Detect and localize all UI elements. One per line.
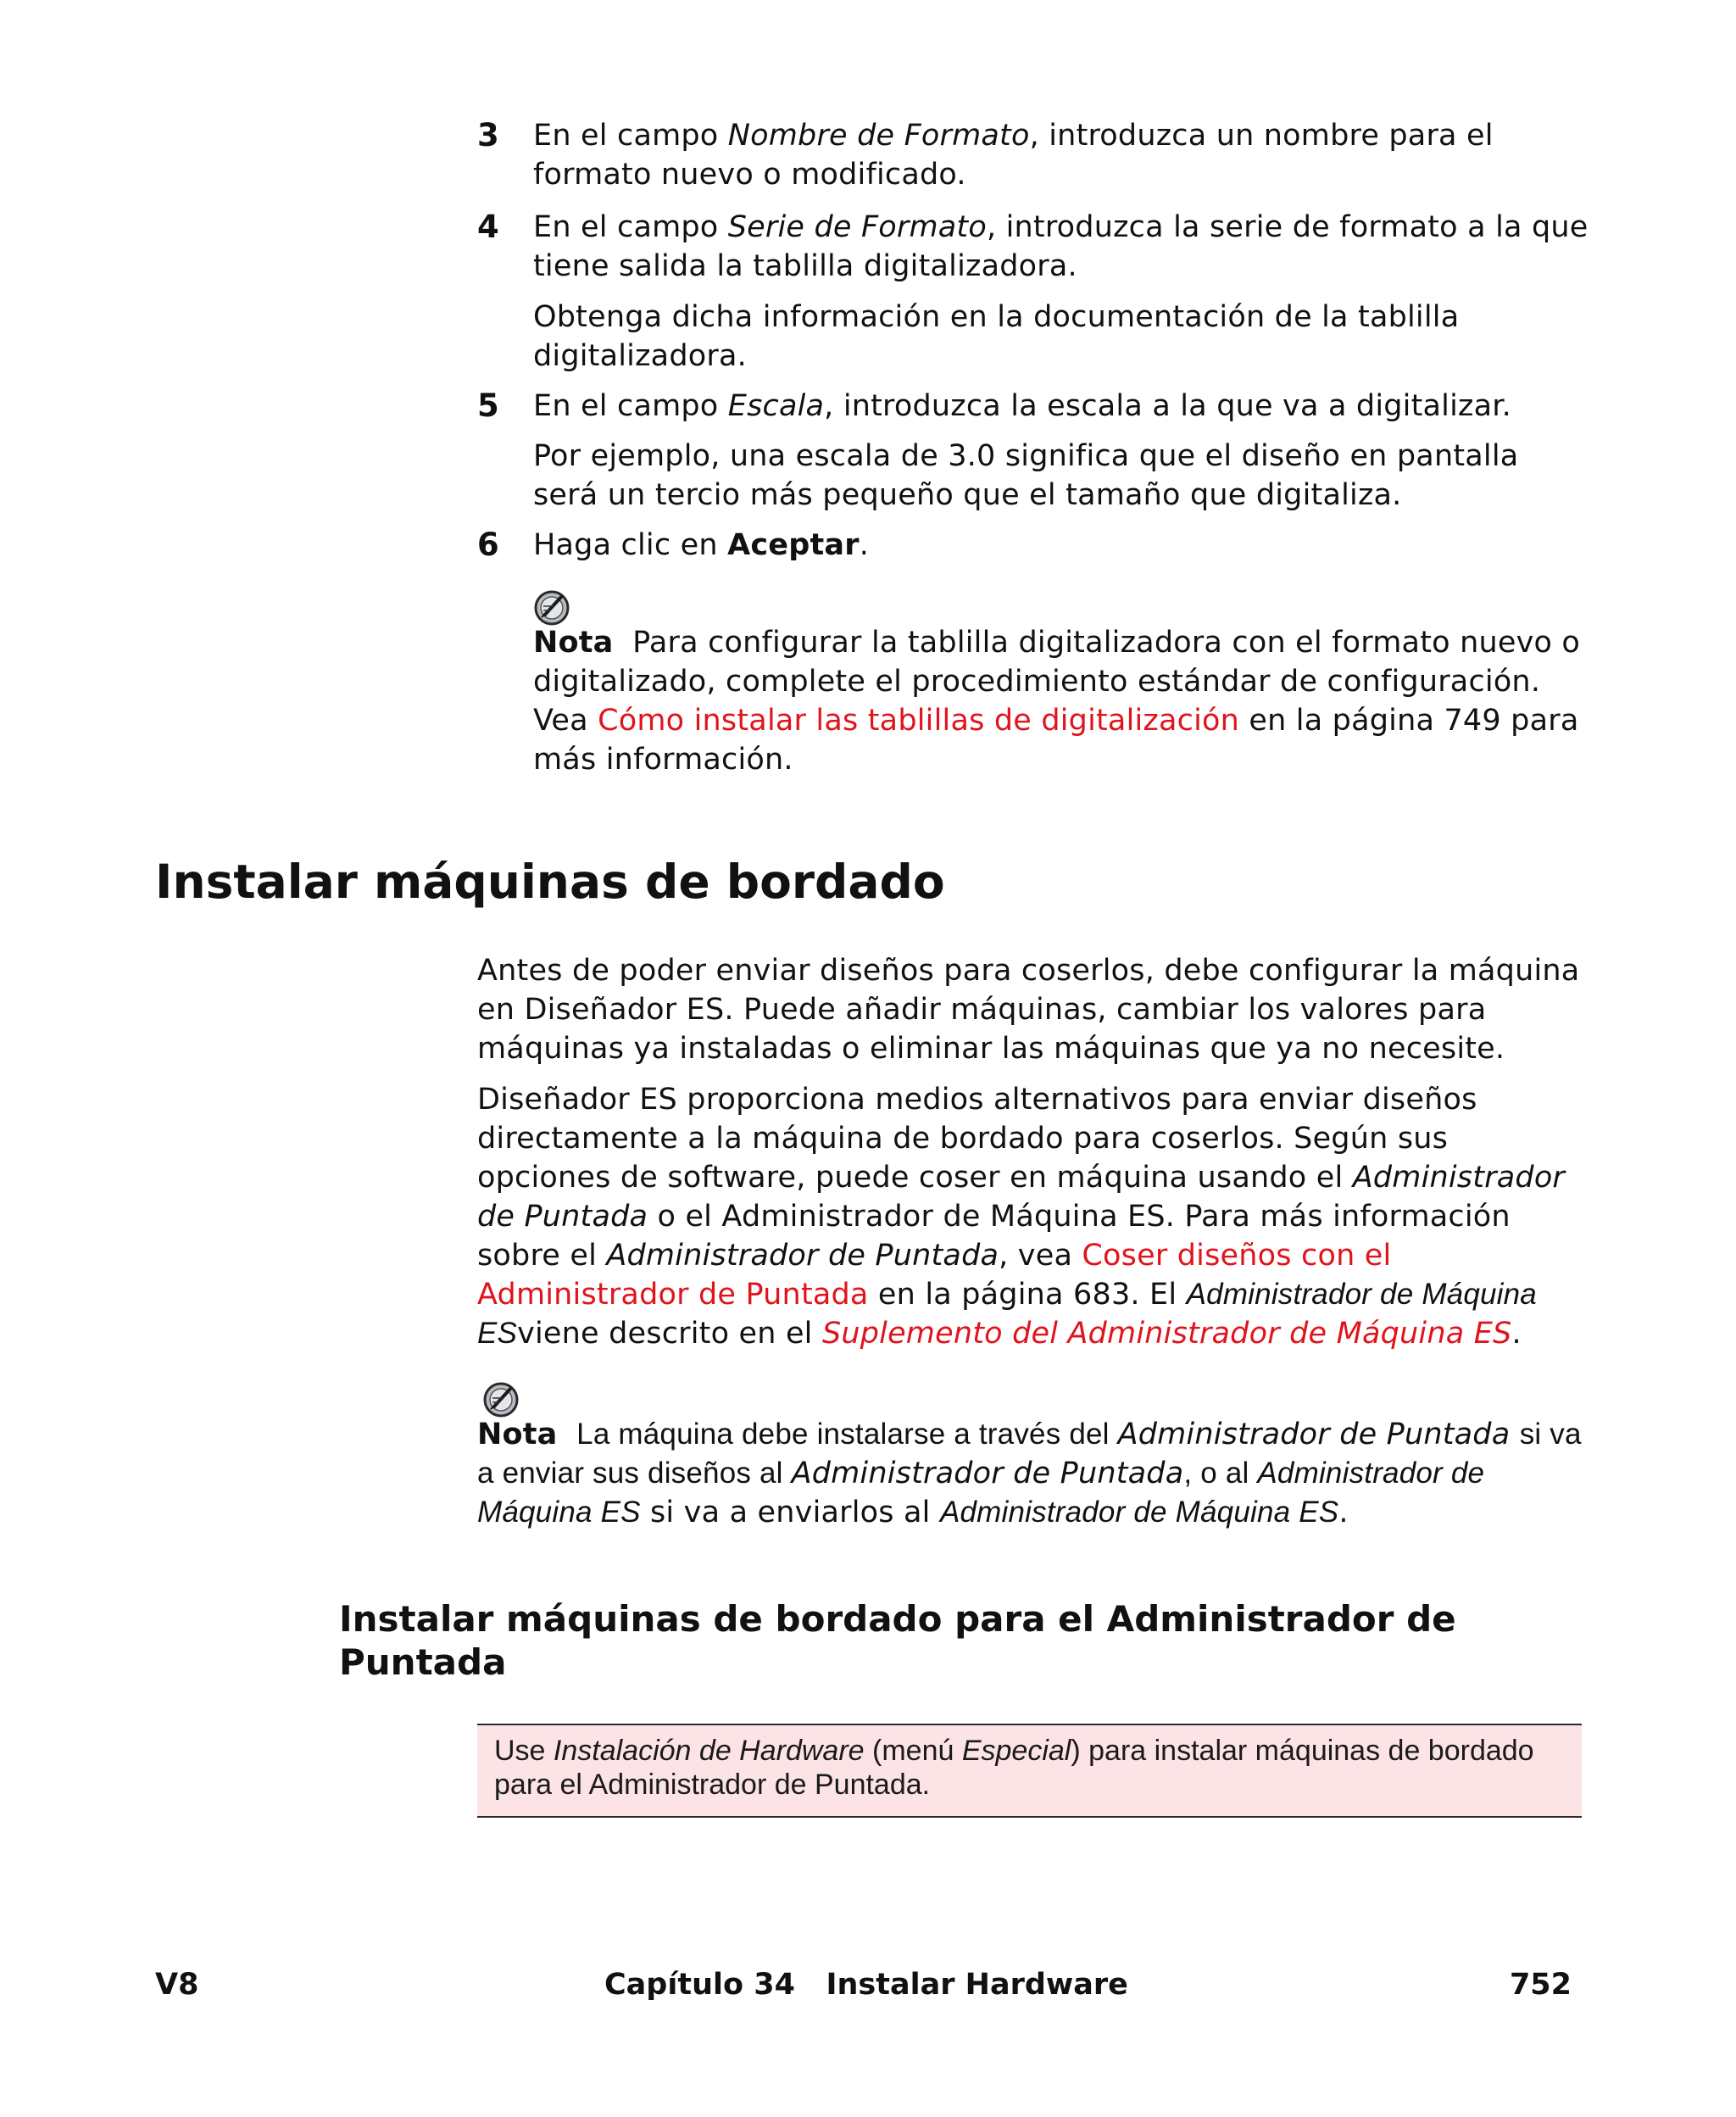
note-2-text: La máquina debe instalarse a través del [576,1418,1118,1451]
step-number: 3 [477,117,499,153]
note-icon [482,1381,520,1418]
tip-box [477,1724,1582,1818]
step-5-text-b: , introduzca la escala a la que va a digitalizar. [824,389,1511,423]
note-1-text-b: en la página 749 para más información. [533,704,1579,777]
tip-text-a: Use [494,1735,554,1767]
subsection-heading: Instalar máquinas de bordado para el Administrador de Puntada [339,1598,1456,1683]
step-number: 6 [477,526,499,563]
tip-italic: Instalación de Hardware [553,1735,865,1767]
paragraph-2-text: , vea [999,1239,1082,1273]
aceptar-label: Aceptar [727,528,860,562]
tip-text-b: (menú [864,1735,962,1767]
field-name-nombre-de-formato: Nombre de Formato [727,119,1030,153]
paragraph-2-italic: Administrador de Máquina ES [477,1278,1537,1350]
note-2-italic: Administrador de Puntada [1117,1418,1511,1451]
step-3-text-a: En el campo [533,119,728,153]
note-2-text: . [1338,1496,1349,1529]
link-instalar-tablillas[interactable]: Cómo instalar las tablillas de digitalización [598,704,1240,738]
note-1 [533,623,1593,779]
note-icon [533,589,570,627]
step-3-text-b: , introduzca un nombre para el formato nuevo o modificado. [533,119,1494,192]
step-number: 5 [477,387,499,424]
note-2-label: Nota [477,1418,558,1451]
step-4-text-a: En el campo [533,210,728,244]
paragraph-2-text: viene descrito en el [517,1317,822,1351]
section-paragraph-1: Antes de poder enviar diseños para coserlos, debe configurar la máquina en Diseñador ES. Puede añadir máquinas, cambiar los valores para máquinas ya instaladas o eliminar las máquinas que ya no necesite. [477,954,1580,1066]
step-6-text-b: . [859,528,870,562]
note-1-label: Nota [533,626,614,660]
paragraph-2-text: o el Administrador de Máquina ES. Para más información sobre el [477,1200,1511,1273]
footer-page-number: 752 [1509,1968,1572,2002]
note-2-italic: Administrador de Puntada [791,1457,1184,1490]
step-4-text [533,208,1593,286]
footer-version: V8 [155,1968,199,2002]
note-2 [477,1415,1588,1532]
tip-text-c: ) para instalar máquinas de bordado para el Administrador de Puntada. [494,1735,1534,1801]
step-4-subtext: Obtenga dicha información en la documentación de la tablilla digitalizadora. [533,300,1460,373]
field-name-escala: Escala [727,389,825,423]
tip-text [494,1734,1554,1802]
note-2-text: si va a enviarlos al [640,1496,940,1529]
step-number: 4 [477,209,499,245]
paragraph-2-text: en la página 683. El [868,1278,1187,1312]
paragraph-2-text: . [1511,1317,1522,1351]
field-name-serie-de-formato: Serie de Formato [727,210,987,244]
step-5-text-a: En el campo [533,389,728,423]
paragraph-2-italic: Administrador de Puntada [606,1239,999,1273]
paragraph-2-italic: Administrador de Puntada [477,1161,1566,1234]
section-paragraph-2 [477,1080,1588,1353]
step-5-text [533,387,1593,426]
step-3-text [533,116,1593,194]
note-2-text: , o al [1183,1457,1258,1490]
link-coser-disenos[interactable]: Coser diseños con el Administrador de Puntada [477,1239,1392,1312]
paragraph-2-text: Diseñador ES proporciona medios alternativos para enviar diseños directamente a la máquina de bordado para coserlos. Según sus opciones de software, puede coser en máquina usando el [477,1083,1477,1195]
note-2-italic: Administrador de Máquina ES [939,1496,1339,1529]
step-5-subtext: Por ejemplo, una escala de 3.0 significa que el diseño en pantalla será un tercio más pequeño que el tamaño que digitaliza. [533,439,1519,512]
note-1-text-a: Para configurar la tablilla digitalizadora con el formato nuevo o digitalizado, complete el procedimiento estándar de configuración. Vea [533,626,1581,738]
step-6-text [533,526,1593,565]
step-6-text-a: Haga clic en [533,528,728,562]
step-4-text-b: , introduzca la serie de formato a la que tiene salida la tablilla digitalizadora. [533,210,1589,283]
note-2-text: si va a enviar sus diseños al [477,1418,1582,1490]
section-heading: Instalar máquinas de bordado [155,855,945,909]
note-2-italic: Administrador de Máquina ES [477,1457,1485,1529]
tip-italic: Especial [961,1735,1071,1767]
footer-chapter: Capítulo 34 Instalar Hardware [604,1968,1128,2002]
link-suplemento[interactable]: Suplemento del Administrador de Máquina ES [821,1317,1512,1351]
